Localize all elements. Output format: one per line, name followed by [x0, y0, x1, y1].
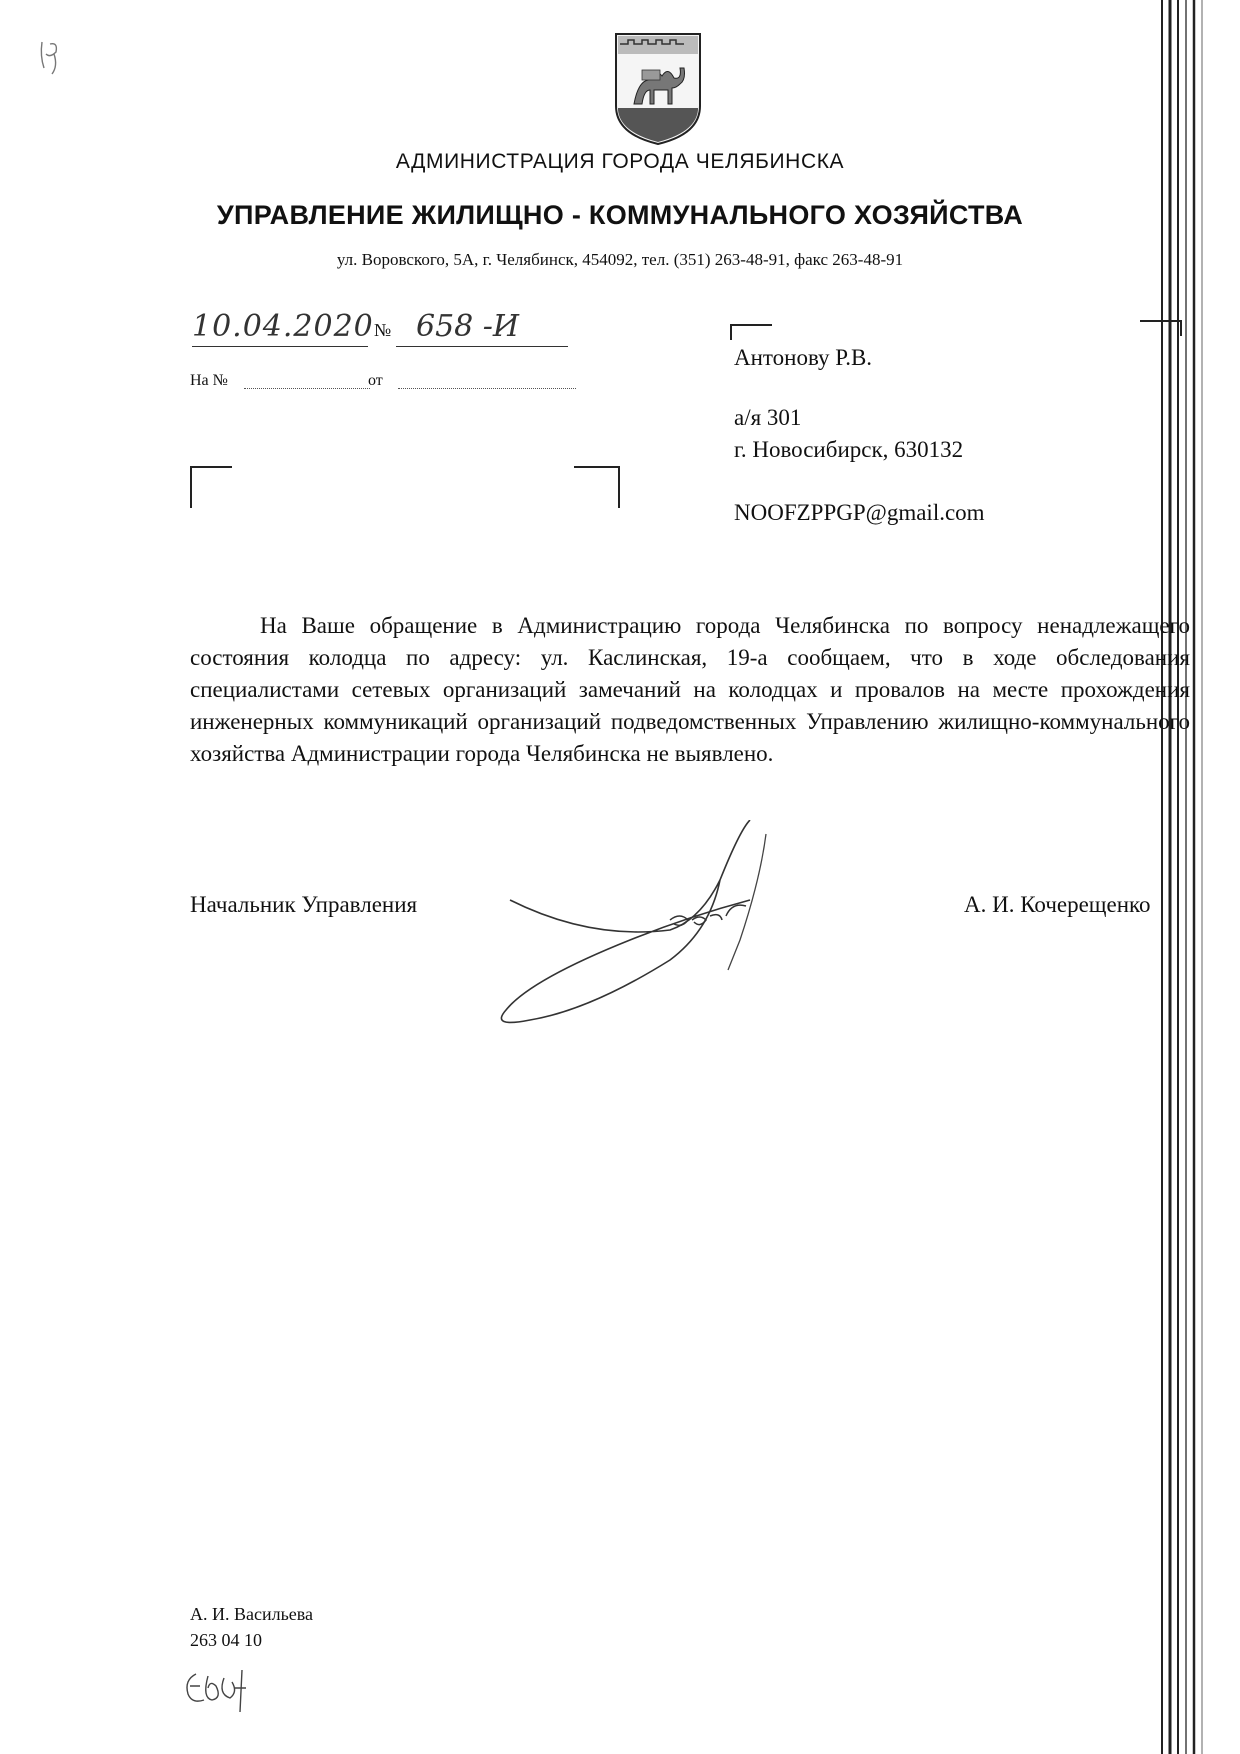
handwritten-signature [470, 820, 830, 1030]
administration-title: АДМИНИСТРАЦИЯ ГОРОДА ЧЕЛЯБИНСКА [395, 150, 845, 173]
signatory-name: А. И. Кочерещенко [964, 892, 1151, 917]
recipient-po-box: а/я 301 [734, 405, 802, 430]
letter-body: На Ваше обращение в Администрацию города Челябинска по вопросу ненадлежащего состояния колодца по адресу: ул. Каслинская, 19-а сообщаем, что в ходе обследования специалистами сетевых организаций замечаний на колодцах и провалов на месте прохождения инженерных коммуникаций организаций подведомственных Управлению жилищно-коммунального хозяйства Администрации города Челябинска не выявлено. [190, 613, 1190, 766]
handwritten-initials [182, 1664, 262, 1716]
signatory-position: Начальник Управления [190, 892, 418, 917]
number-label: № [374, 320, 392, 340]
reference-number-label: На № [190, 372, 228, 389]
recipient-bracket-left [730, 324, 772, 340]
handwritten-page-mark [36, 38, 66, 78]
reference-date-label: от [368, 372, 383, 389]
recipient-name: Антонову Р.В. [734, 345, 873, 370]
executor-name: А. И. Васильева [190, 1604, 314, 1624]
document-date: 10.04.2020 [192, 308, 368, 347]
reference-number-blank [244, 388, 370, 389]
reference-date-blank [398, 388, 576, 389]
department-address: ул. Воровского, 5А, г. Челябинск, 454092, тел. (351) 263-48-91, факс 263-48-91 [336, 250, 904, 269]
recipient-city: г. Новосибирск, 630132 [734, 437, 964, 462]
recipient-email: NOOFZPPGP@gmail.com [734, 500, 985, 525]
executor-phone: 263 04 10 [190, 1630, 262, 1650]
bracket-corner-top-right [574, 466, 620, 508]
coat-of-arms-icon [612, 30, 704, 146]
recipient-bracket-right [1140, 320, 1182, 336]
bracket-corner-top-left [190, 466, 232, 508]
department-title: УПРАВЛЕНИЕ ЖИЛИЩНО - КОММУНАЛЬНОГО ХОЗЯЙСТВА [216, 200, 1024, 230]
document-number: 658 -И [396, 308, 568, 347]
